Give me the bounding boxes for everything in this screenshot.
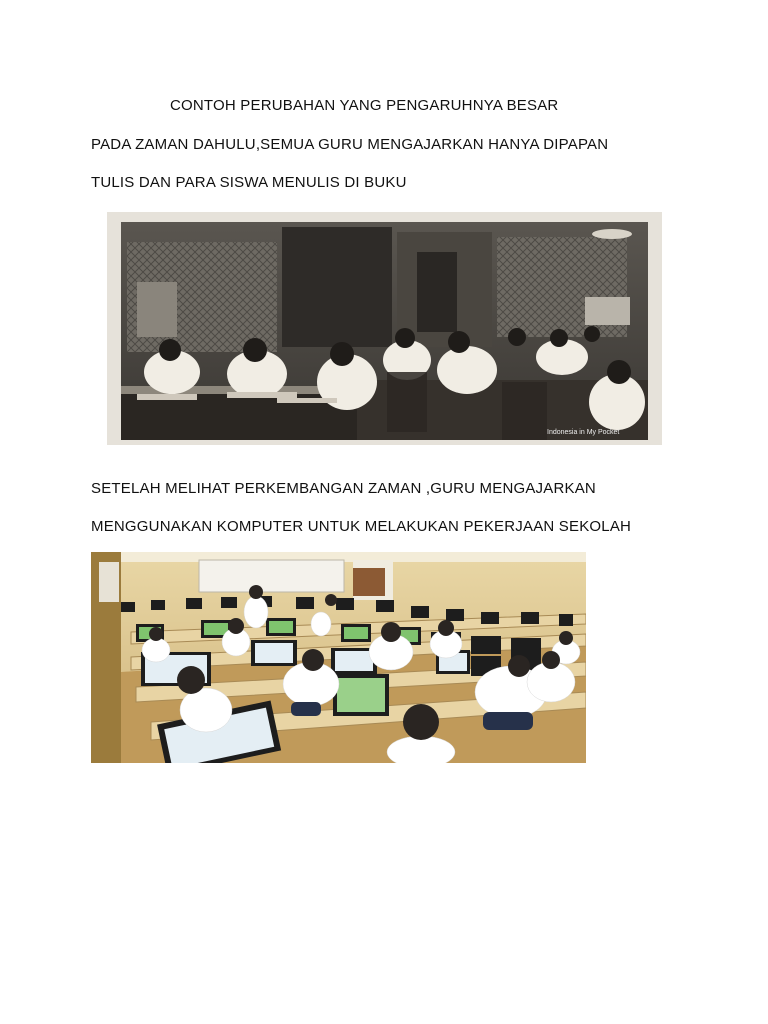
paragraph-1-line-2: TULIS DAN PARA SISWA MENULIS DI BUKU xyxy=(91,174,407,191)
paragraph-2-line-1: SETELAH MELIHAT PERKEMBANGAN ZAMAN ,GURU MENGAJARKAN xyxy=(91,480,596,497)
photo-watermark: Indonesia in My Pocket xyxy=(547,429,620,436)
paragraph-2-line-2: MENGGUNAKAN KOMPUTER UNTUK MELAKUKAN PEKERJAAN SEKOLAH xyxy=(91,518,632,535)
old-classroom-photo xyxy=(107,212,662,445)
paragraph-1-line-1: PADA ZAMAN DAHULU,SEMUA GURU MENGAJARKAN HANYA DIPAPAN xyxy=(91,136,609,153)
document-title: CONTOH PERUBAHAN YANG PENGARUHNYA BESAR xyxy=(170,97,559,114)
computer-lab-photo xyxy=(91,552,586,763)
